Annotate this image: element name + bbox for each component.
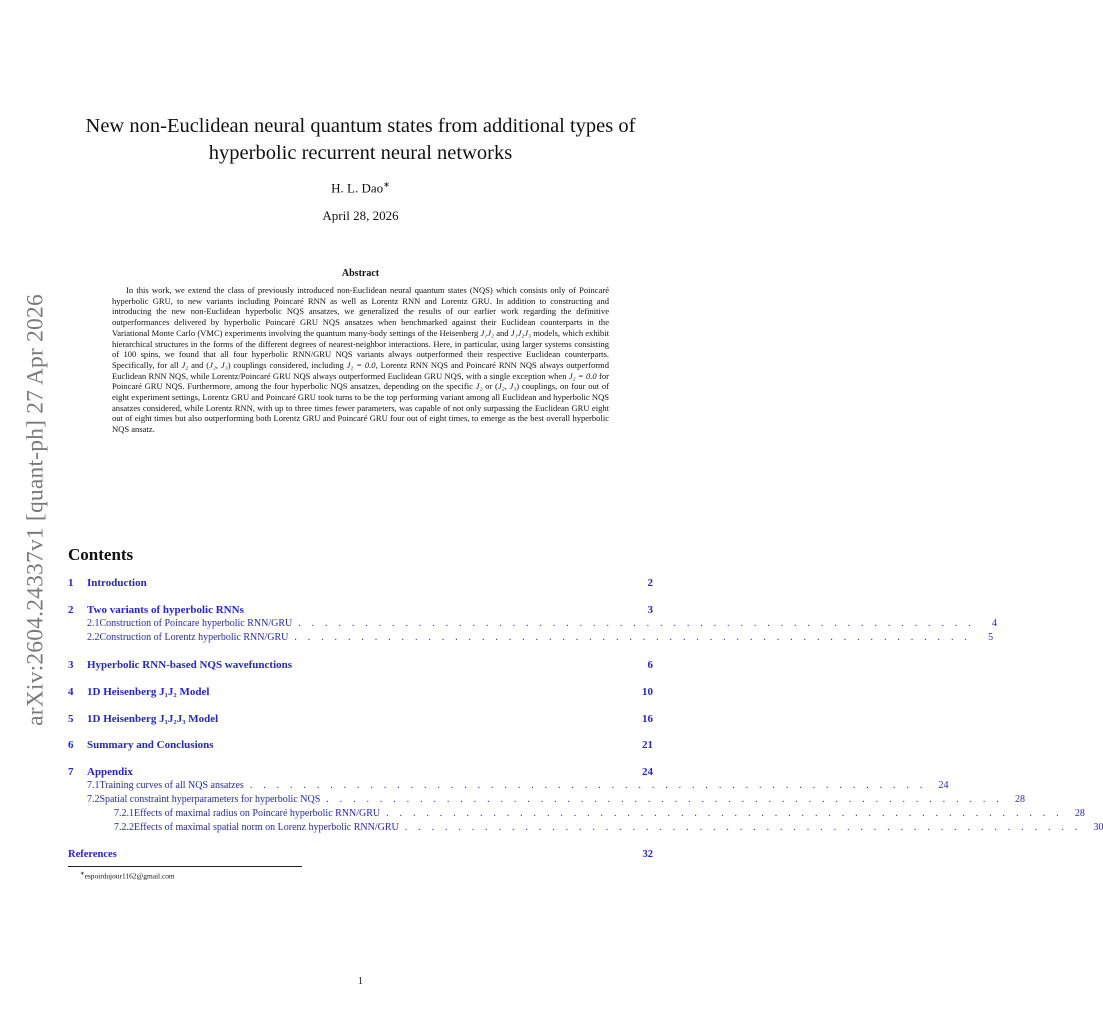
footnote-mark: ∗: [80, 871, 85, 877]
toc-entry-summary[interactable]: [68, 739, 653, 751]
toc-label: Two variants of hyperbolic RNNs: [87, 604, 244, 616]
abstract-math: J₁J₂: [480, 327, 495, 338]
author: [60, 180, 661, 196]
abstract-math: J₂, J₃: [209, 359, 228, 370]
abstract-math: J₂ = 0.0: [346, 359, 376, 370]
toc-number: 7.2: [87, 794, 100, 805]
toc-entry-j1j2j3-model[interactable]: [68, 713, 653, 725]
toc-number: 6: [68, 739, 74, 751]
toc-entry-hyperbolic-nqs[interactable]: [68, 659, 653, 671]
toc-number: 2.1: [87, 618, 100, 629]
toc-entry-maximal-spatial-norm[interactable]: [68, 822, 1103, 833]
page-number: 1: [358, 976, 363, 987]
toc-entry-introduction[interactable]: [68, 577, 653, 589]
toc-entry-references[interactable]: [68, 849, 653, 860]
toc-page: 24: [642, 766, 653, 778]
title-line-2: hyperbolic recurrent neural networks: [208, 142, 513, 164]
toc-label: Introduction: [87, 577, 147, 589]
footnote-rule: [68, 866, 302, 867]
toc-label: 1D Heisenberg J₁J₂ Model: [87, 686, 210, 698]
abstract-math: J₁J₂J₃: [510, 327, 532, 338]
footnote-email: espoirdujour1162@gmail.com: [84, 871, 175, 881]
paper-date: April 28, 2026: [322, 208, 399, 223]
toc-page: 5: [988, 632, 994, 643]
toc-page: 2: [647, 577, 653, 589]
toc-entry-two-variants[interactable]: [68, 604, 653, 616]
arxiv-identifier-stamp: [18, 285, 54, 735]
toc-label: Spatial constraint hyperparameters for hyperbolic NQS: [99, 794, 321, 805]
toc-number: 7.2.2: [114, 822, 134, 833]
abstract-math: J₂, J₃: [497, 381, 517, 392]
toc-page: 6: [647, 659, 653, 671]
toc-entry-lorentz-construction[interactable]: [68, 632, 994, 643]
toc-label: Training curves of all NQS ansatzes: [99, 780, 244, 791]
toc-page: 28: [1074, 808, 1085, 819]
toc-number: 2.2: [87, 632, 100, 643]
author-footnote-mark: ∗: [383, 180, 390, 189]
toc-page: 30: [1093, 822, 1103, 833]
toc-entry-training-curves[interactable]: [68, 780, 949, 791]
abstract-text: and (: [188, 359, 210, 370]
abstract-text: In this work, we extend the class of previously introduced non-Euclidean neural quantum states (NQS) which consists only of Poincaré hyperbolic GRU, to new variants including Poincaré RNN as well as Lorentz RNN and Lorentz GRU. In addition to constructing and introducing the new non-Euclidean hyperbolic NQS ansatzes, we generalized the results of our earlier work regarding the definitive outperformances delivered by hyperbolic Poincaré GRU NQS ansatzes when benchmarked against their Euclidean counterparts in the Variational Monte Carlo (VMC) experiments involving the quantum many-body settings of the Heisenberg: [112, 285, 609, 338]
abstract-text: for Poincaré GRU NQS. Furthermore, among the four hyperbolic NQS ansatzes, depending on the specific: [112, 370, 609, 392]
toc-leader-dots: . . . . . . . . . . . . . . . . . . . . . . . . . . . . . . . . . . . . . . . . . . . . . . . . . . .: [326, 794, 1003, 805]
abstract-math: J₂: [181, 359, 189, 370]
abstract-math: J₂ = 0.0: [568, 370, 597, 381]
toc-label: Effects of maximal radius on Poincaré hyperbolic RNN/GRU: [134, 808, 381, 819]
toc-number: 7.2.1: [114, 808, 134, 819]
toc-page: 21: [642, 739, 653, 751]
toc-leader-dots: . . . . . . . . . . . . . . . . . . . . . . . . . . . . . . . . . . . . . . . . . . . . . . . . . . .: [386, 808, 1063, 819]
toc-leader-dots: . . . . . . . . . . . . . . . . . . . . . . . . . . . . . . . . . . . . . . . . . . . . . . . . . . .: [404, 822, 1082, 833]
toc-label: Hyperbolic RNN-based NQS wavefunctions: [87, 659, 293, 671]
toc-page: 28: [1014, 794, 1025, 805]
toc-page: 24: [938, 780, 949, 791]
toc-number: 7: [68, 766, 74, 778]
abstract-heading: Abstract: [341, 268, 380, 279]
toc-entry-poincare-construction[interactable]: [68, 618, 997, 629]
toc-label: Appendix: [87, 766, 133, 778]
title-line-1: New non-Euclidean neural quantum states from additional types of: [85, 115, 636, 137]
abstract-text: ) couplings, on four out of eight experiment settings, Lorentz GRU and Poincaré GRU took turns to be the top performing variant among all Euclidean and hyperbolic NQS ansatzes considered, while Lorentz RNN, with up to three times fewer parameters, was capable of not only surpassing the Euclidean GRU eight out of eight times but also outperforming both Lorentz GRU and Poincaré GRU four out of eight times, to emerge as the best overall hyperbolic NQS ansatz.: [112, 381, 609, 435]
toc-number: 5: [68, 713, 74, 725]
toc-number: 2: [68, 604, 74, 616]
footnote: [80, 871, 175, 880]
paper-title: [60, 113, 661, 167]
abstract-text: ) couplings considered, including: [227, 359, 347, 370]
toc-label: Construction of Poincare hyperbolic RNN/GRU: [99, 618, 293, 629]
toc-number: 1: [68, 577, 74, 589]
contents-heading: Contents: [68, 545, 134, 564]
toc-number: 7.1: [87, 780, 100, 791]
toc-label: 1D Heisenberg J₁J₂J₃ Model: [87, 713, 219, 725]
toc-page: 32: [642, 849, 653, 860]
abstract-body: [112, 285, 609, 435]
abstract-text: or (: [482, 381, 498, 392]
toc-leader-dots: . . . . . . . . . . . . . . . . . . . . . . . . . . . . . . . . . . . . . . . . . . . . . . . . . . .: [294, 632, 972, 643]
toc-label: Summary and Conclusions: [87, 739, 214, 751]
toc-page: 16: [642, 713, 653, 725]
toc-page: 4: [991, 618, 997, 629]
toc-entry-maximal-radius[interactable]: [68, 808, 1085, 819]
abstract-text: models, which exhibit hierarchical structures in the forms of the different degrees of nearest-neighbor interactions. Here, in particular, using larger systems consisting of 100 spins, we found that all four hyperbolic RNN/GRU NQS variants always outperformed their respective Euclidean counterparts. Specifically, for all: [112, 327, 610, 370]
toc-page: 3: [647, 604, 653, 616]
arxiv-identifier-text: arXiv:2604.24337v1 [quant-ph] 27 Apr 2026: [22, 294, 49, 726]
toc-label: References: [68, 849, 117, 860]
author-name: H. L. Dao: [331, 180, 384, 196]
abstract-text: and: [494, 327, 511, 338]
abstract-math: J₂: [475, 381, 483, 392]
toc-entry-appendix[interactable]: [68, 766, 653, 778]
toc-page: 10: [642, 686, 653, 698]
toc-leader-dots: . . . . . . . . . . . . . . . . . . . . . . . . . . . . . . . . . . . . . . . . . . . . . . . . . . .: [249, 780, 927, 791]
toc-label: Effects of maximal spatial norm on Lorenz hyperbolic RNN/GRU: [134, 822, 399, 833]
toc-number: 4: [68, 686, 74, 698]
toc-leader-dots: . . . . . . . . . . . . . . . . . . . . . . . . . . . . . . . . . . . . . . . . . . . . . . . . . . .: [298, 618, 975, 629]
toc-label: Construction of Lorentz hyperbolic RNN/GRU: [99, 632, 289, 643]
toc-number: 3: [68, 659, 74, 671]
toc-entry-j1j2-model[interactable]: [68, 686, 653, 698]
abstract-text: , Lorentz RNN NQS and Poincaré RNN NQS always outperformd Euclidean RNN NQS, while Lorentz/Poincaré GRU NQS always outperformed Euclidean GRU NQS, with a single exception when: [112, 359, 609, 381]
toc-entry-spatial-constraint[interactable]: [68, 794, 1025, 805]
